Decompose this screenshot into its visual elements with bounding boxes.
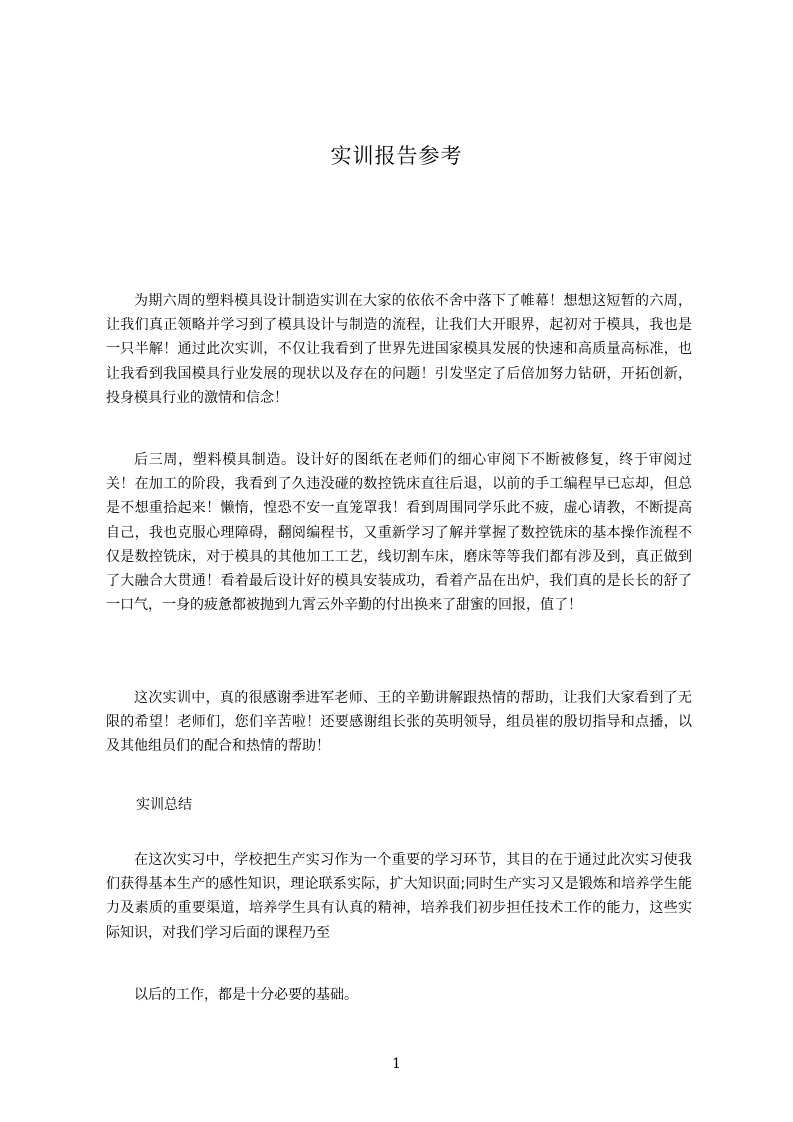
- section-heading-summary: 实训总结: [136, 797, 192, 813]
- document-title: 实训报告参考: [330, 144, 463, 168]
- paragraph-thanks: 这次实训中，真的很感谢季进军老师、王的辛勤讲解跟热情的帮助，让我们大家看到了无限的希望！老师们，您们辛苦啦！还要感谢组长张的英明领导，组员崔的殷切指导和点播，以及其他组员们的配合和热情的帮助！: [106, 690, 692, 755]
- paragraph-summary: 在这次实习中，学校把生产实习作为一个重要的学习环节，其目的在于通过此次实习使我们获得基本生产的感性知识，理论联系实际，扩大知识面;同时生产实习又是锻炼和培养学生能力及素质的重要渠道，培养学生具有认真的精神，培养我们初步担任技术工作的能力，这些实际知识，对我们学习后面的课程乃至: [106, 852, 692, 941]
- paragraph-manufacturing: 后三周，塑料模具制造。设计好的图纸在老师们的细心审阅下不断被修复，终于审阅过关！在加工的阶段，我看到了久违没碰的数控铣床直往后退，以前的手工编程早已忘却，但总是不想重拾起来！懒惰，惶恐不安一直笼罩我！看到周围同学乐此不疲，虚心请教，不断提高自己，我也克服心理障碍，翻阅编程书，又重新学习了解并掌握了数控铣床的基本操作流程不仅是数控铣床，对于模具的其他加工工艺，线切割车床，磨床等等我们都有涉及到，真正做到了大融合大贯通！看着最后设计好的模具安装成功，看着产品在出炉，我们真的是长长的舒了一口气，一身的疲惫都被抛到九霄云外辛勤的付出换来了甜蜜的回报，值了！: [106, 452, 692, 614]
- paragraph-intro: 为期六周的塑料模具设计制造实训在大家的依依不舍中落下了帷幕！想想这短暂的六周，让我们真正领略并学习到了模具设计与制造的流程，让我们大开眼界，起初对于模具，我也是一只半解！通过此次实训，不仅让我看到了世界先进国家模具发展的快速和高质量高标准，也让我看到我国模具行业发展的现状以及存在的问题！引发坚定了后倍加努力钻研，开拓创新，投身模具行业的激情和信念！: [106, 293, 692, 406]
- page-number: 1: [392, 1056, 401, 1072]
- paragraph-closing: 以后的工作，都是十分必要的基础。: [134, 987, 358, 1003]
